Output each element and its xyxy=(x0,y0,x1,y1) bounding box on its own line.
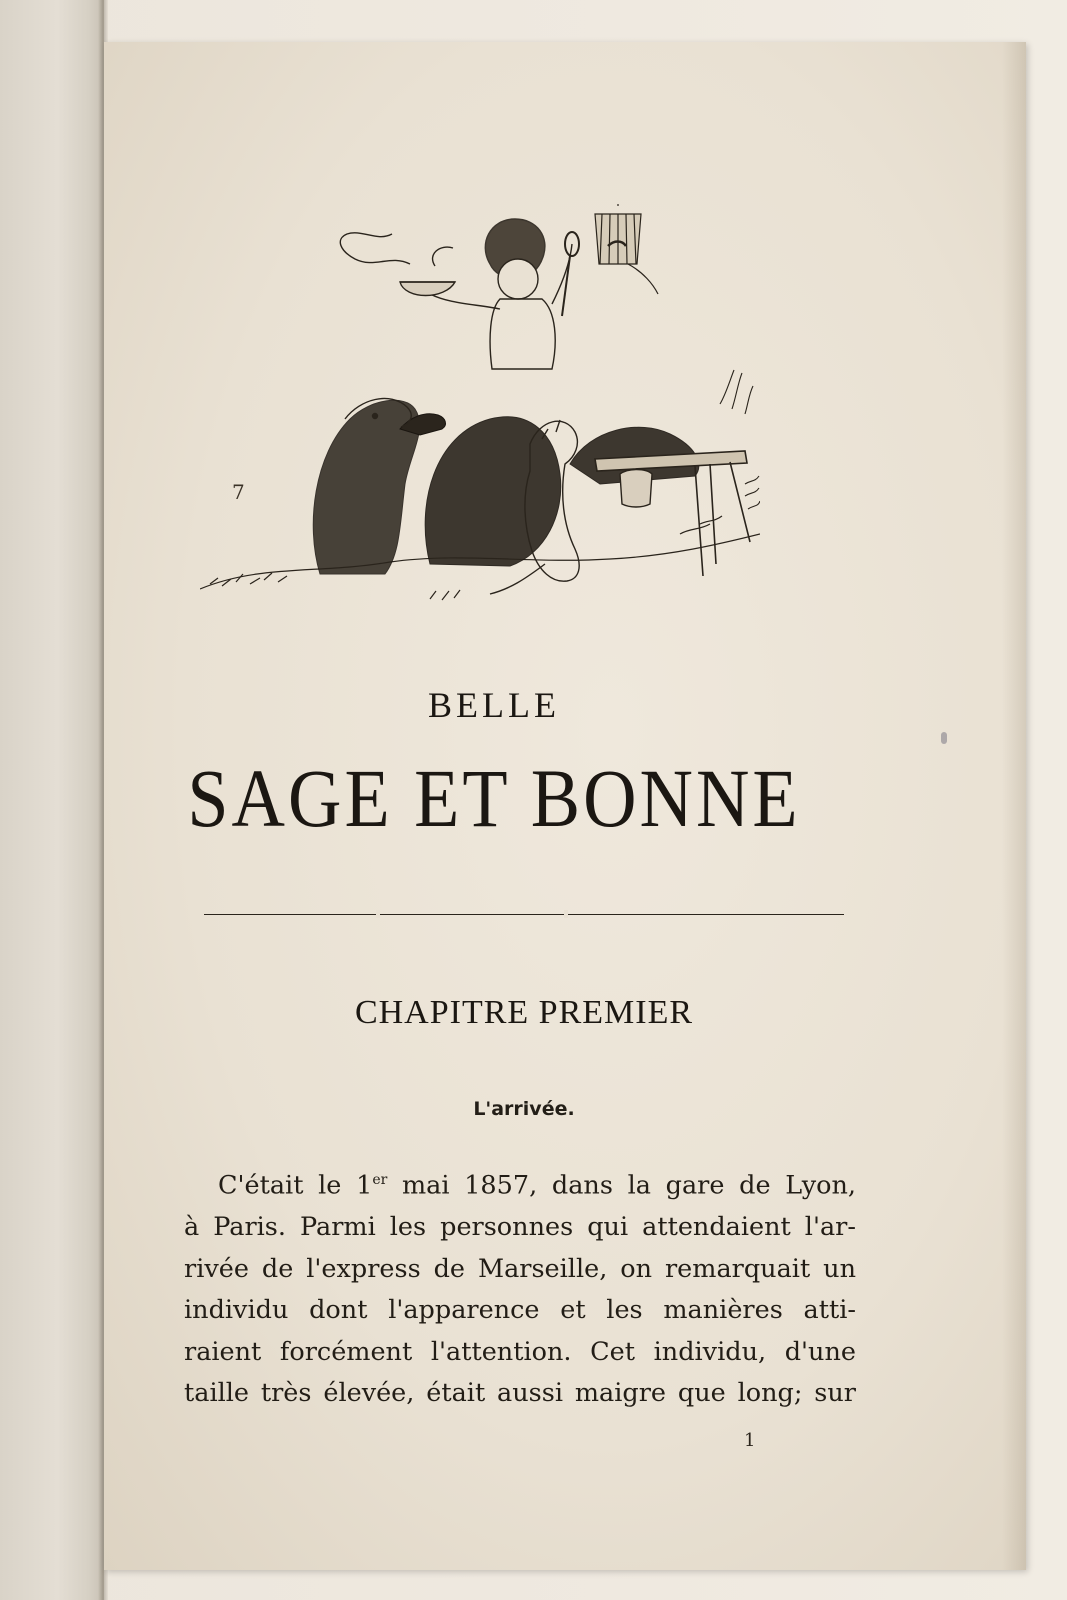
body-line: taille très élevée, était aussi maigre que long; sur xyxy=(184,1378,856,1408)
body-paragraph xyxy=(184,1160,856,1415)
body-line: C'était le 1er mai 1857, dans la gare de Lyon, xyxy=(218,1170,856,1201)
book-page xyxy=(104,42,1026,1570)
body-line: individu dont l'apparence et les manières atti- xyxy=(184,1295,856,1325)
engraving-illustration xyxy=(200,204,760,604)
body-line: raient forcément l'attention. Cet individu, d'une xyxy=(184,1336,856,1367)
chapter-heading: CHAPITRE PREMIER xyxy=(354,994,694,1031)
page-edge-shadow xyxy=(1002,42,1026,1570)
left-page-edge xyxy=(0,0,104,1600)
engraver-mark: 7 xyxy=(232,480,245,504)
book-title-small: BELLE xyxy=(428,685,560,725)
body-line: rivée de l'express de Marseille, on remarquait un xyxy=(184,1253,856,1284)
chapter-subtitle: L'arrivée. xyxy=(473,1098,575,1120)
rule-break xyxy=(564,910,568,918)
rule-break xyxy=(376,910,380,918)
ink-spot xyxy=(941,732,947,744)
superscript: er xyxy=(372,1172,388,1188)
book-title-large: SAGE ET BONNE xyxy=(187,753,801,845)
body-line: à Paris. Parmi les personnes qui attendaient l'ar- xyxy=(184,1212,856,1242)
page-number: 1 xyxy=(744,1430,756,1451)
title-rule xyxy=(204,914,844,915)
